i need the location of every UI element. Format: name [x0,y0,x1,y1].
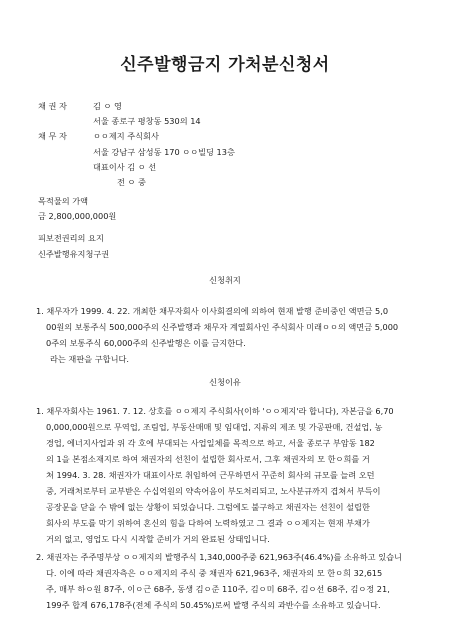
reason-line: 다. 이에 따라 채권자측은 ㅇㅇ제지의 주식 중 채권자 621,963주, 채권자의 모 한ㅇ희 32,615 [46,568,383,578]
purpose-line: 라는 재판을 구합니다. [50,354,129,364]
reason-line: 거의 없고, 영업도 다시 시작할 준비가 거의 완료된 상태입니다. [46,534,270,544]
right-label: 피보전권리의 요지 [38,233,104,243]
creditor-label: 채 권 자 [38,101,67,111]
reason-line: 쳐 1994. 3. 28. 채권자가 대표이사로 취임하여 근무하면서 꾸준히 회사의 규모를 늘려 오던 [46,470,375,480]
reason-line: 199주 합계 676,178주(전체 주식의 50.45%)로써 발행 주식의 과반수를 소유하고 있습니다. [46,600,381,610]
reason-line: 회사의 부도를 막기 위하여 혼신의 힘을 다하여 노력하였고 그 결과 ㅇㅇ제지는 현재 부채가 [46,518,370,528]
debtor-address: 서울 강남구 삼성동 170 ㅇㅇ빌딩 13층 [93,147,235,157]
reason-line: 공장문을 닫을 수 밖에 없는 상황이 되었습니다. 그럼에도 불구하고 채권자는 선친이 설립한 [46,502,370,512]
value-label: 목적물의 가액 [38,196,89,206]
creditor-address: 서울 종로구 평창동 530의 14 [93,116,201,126]
value-amount: 금 2,800,000,000원 [38,211,117,221]
reason-line: 2. 채권자는 주주명부상 ㅇㅇ제지의 발행주식 1,340,000주중 621,963주(46.4%)를 소유하고 있습니 [36,552,402,562]
debtor-name: ㅇㅇ제지 주식회사 [93,131,159,141]
reason-line: 중, 거래처로부터 교부받은 수십억원의 약속어음이 부도처리되고, 노사분규까지 겹쳐서 부득이 [46,486,381,496]
reason-line: 의 1을 본점소재지로 하여 채권자의 선친이 설립한 회사로서, 그후 채권자의 모 한ㅇ희를 거 [46,454,370,464]
creditor-name: 김 ㅇ 영 [93,101,122,111]
reason-heading: 신청이유 [209,377,241,387]
reason-paragraph-2 [36,549,402,613]
debtor-label: 채 무 자 [38,131,67,141]
debtor-representative-2: 전 ㅇ 중 [117,177,146,187]
reason-line: 주, 매부 하ㅇ원 87주, 이ㅇ근 68주, 동생 김ㅇ준 110주, 김ㅇ미 68주, 김ㅇ선 68주, 김ㅇ정 21, [46,584,390,594]
purpose-line: 1. 채무자가 1999. 4. 22. 개최한 채무자회사 이사회결의에 의하여 현재 발행 준비중인 액면금 5,0 [36,306,389,316]
purpose-line: 0주의 보통주식 60,000주의 신주발행은 이를 금지한다. [46,338,246,348]
document-title: 신주발행금지 가처분신청서 [120,55,330,75]
right-content: 신주발행유지청구권 [38,249,110,259]
purpose-heading: 신청취지 [209,275,241,285]
reason-paragraph-1 [36,403,394,547]
debtor-representative: 대표이사 김 ㅇ 선 [93,162,157,172]
reason-line: 경업, 에너지사업과 위 각 호에 부대되는 사업일체를 목적으로 하고, 서울 종로구 부암동 182 [46,438,375,448]
purpose-line: 00원의 보통주식 500,000주의 신주발행과 채무자 계열회사인 주식회사 미래ㅇㅇ의 액면금 5,000 [46,322,399,332]
reason-line: 1. 채무자회사는 1961. 7. 12. 상호를 ㅇㅇ제지 주식회사(이하 'ㅇㅇ제지'라 합니다), 자본금을 6,70 [36,406,394,416]
reason-line: 0,000,000원으로 무역업, 조림업, 부동산매매 및 임대업, 지류의 제조 및 가공판매, 건설업, 농 [46,422,383,432]
purpose-paragraph [36,303,398,367]
